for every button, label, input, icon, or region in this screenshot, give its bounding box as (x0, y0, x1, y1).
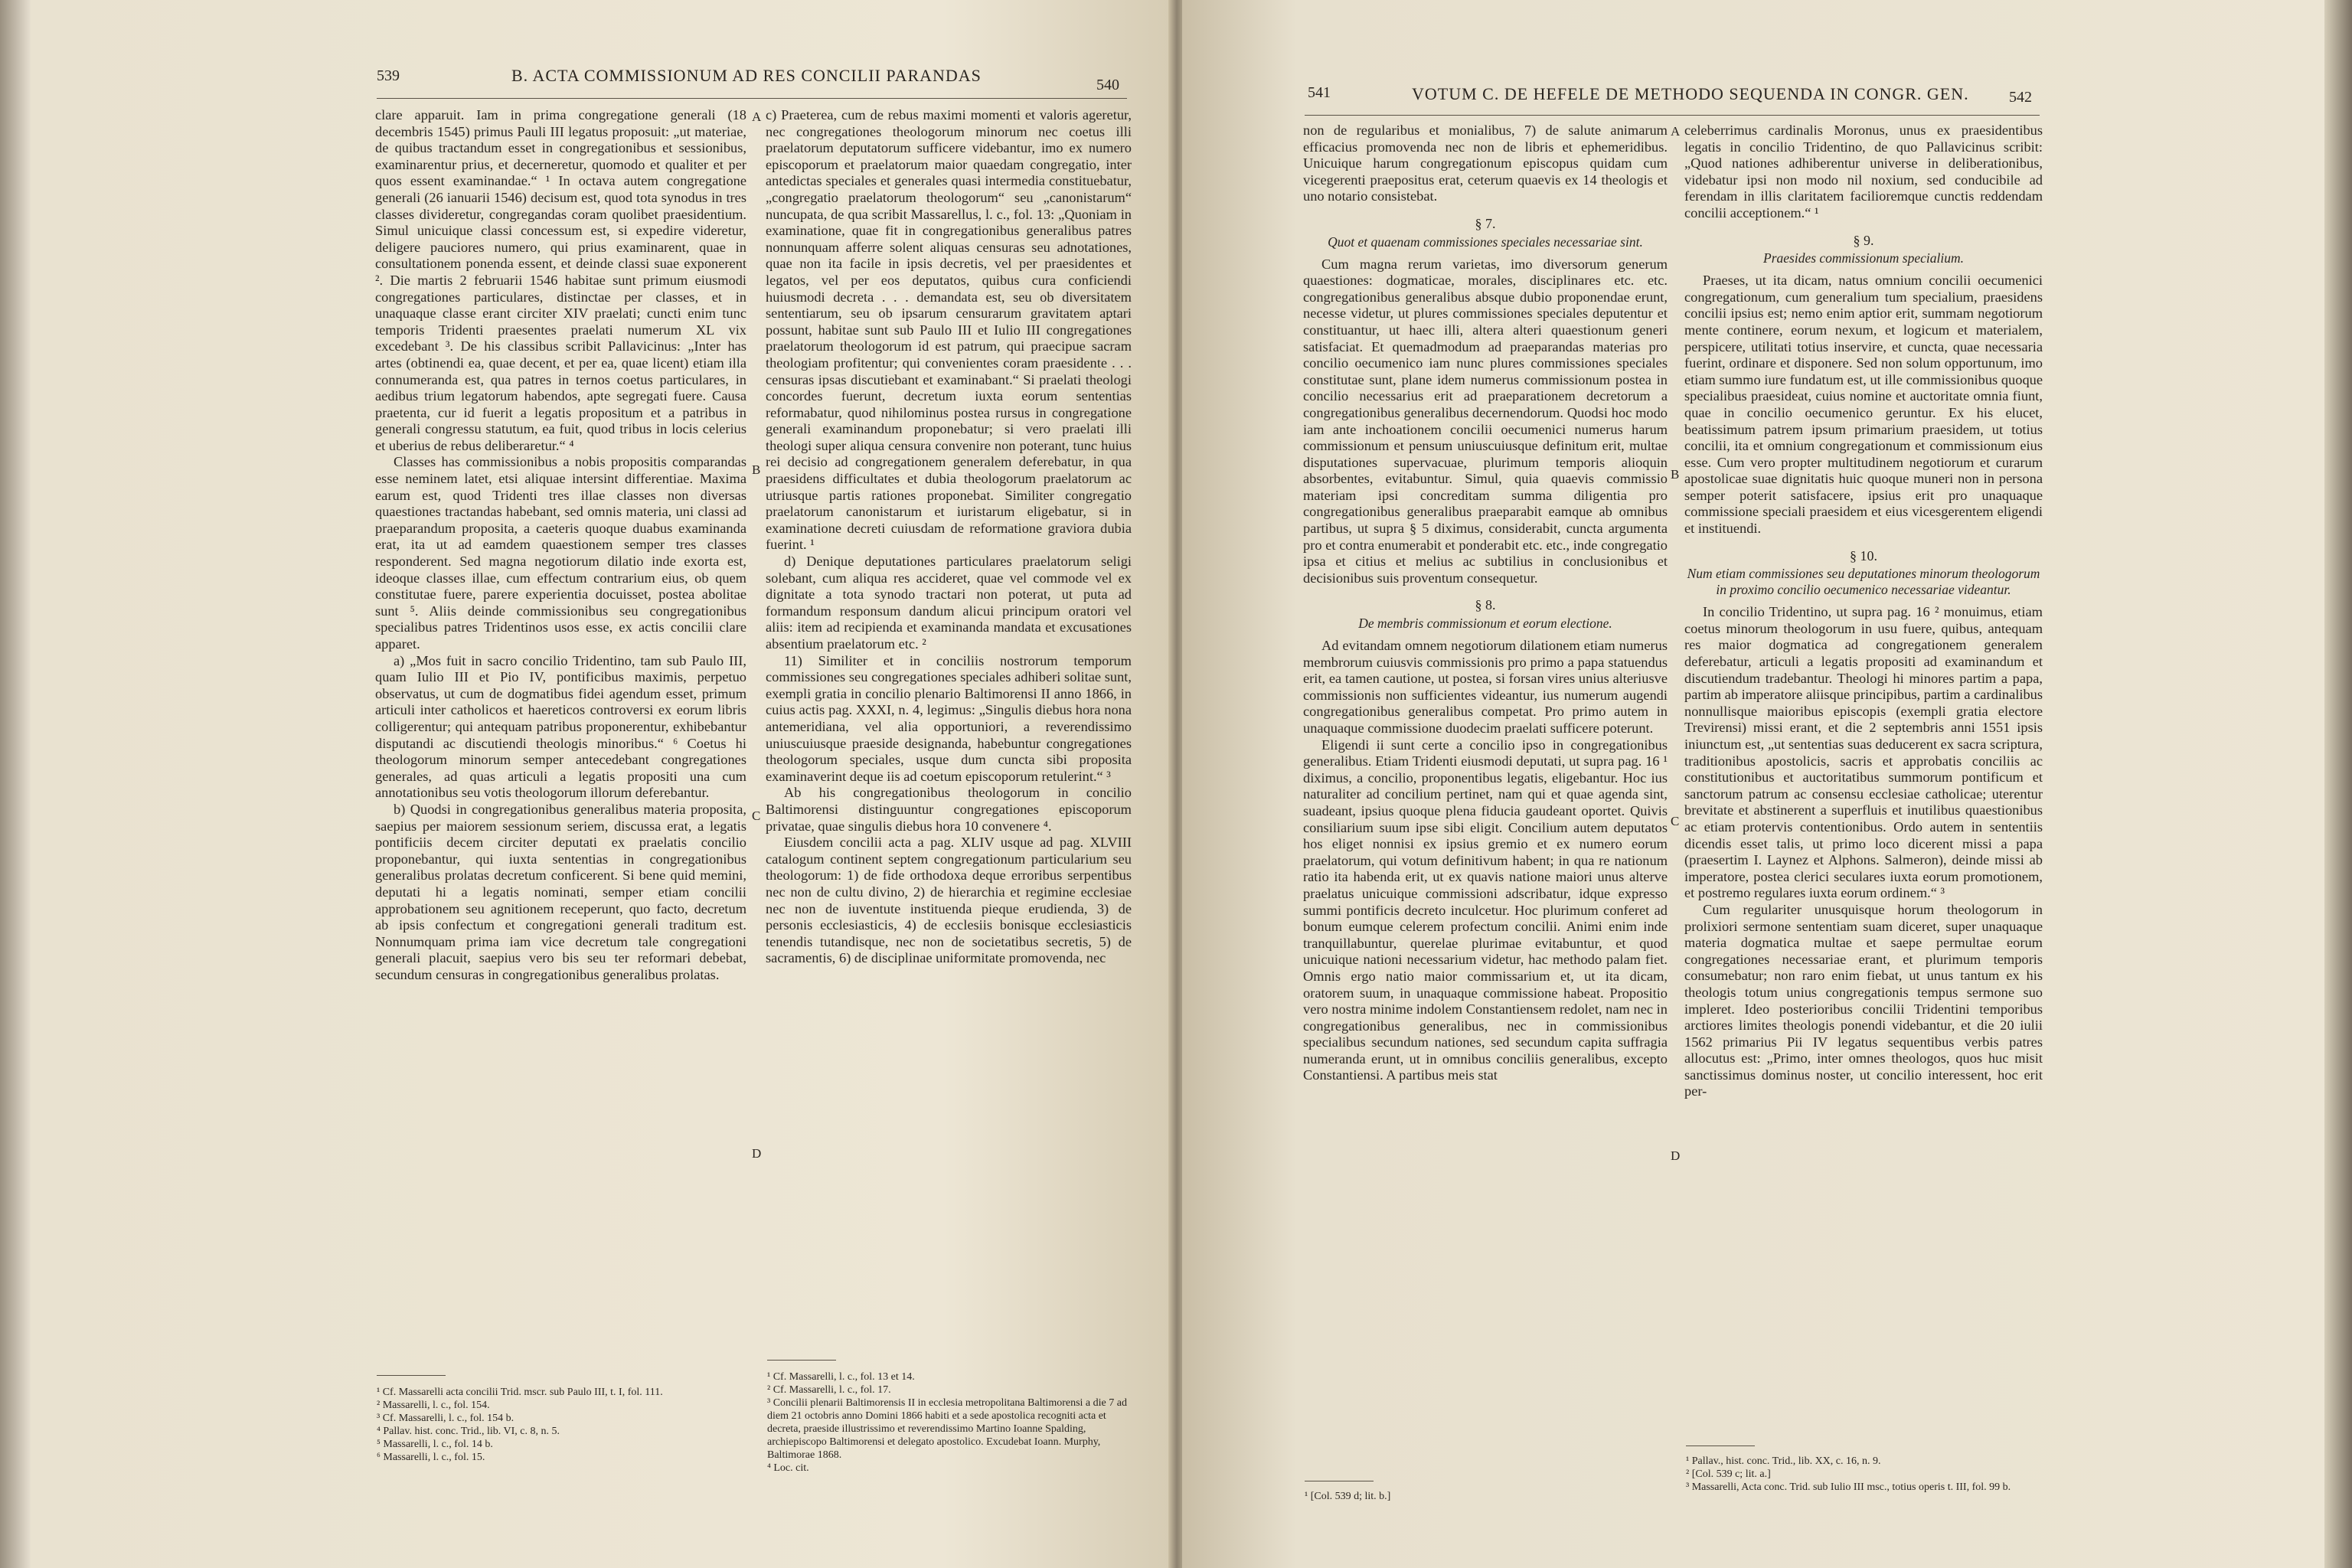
right-page (1182, 0, 2324, 1568)
paragraph: Eligendi ii sunt certe a concilio ipso in congregationibus generalibus. Etiam Tridenti eiusmodi deputati, ut supra pag. 16 ¹ diximus, a concilio, proponentibus legatis, eligebantur. Hoc ius naturaliter ad concilium pertinet, nam qui et quae agenda sint, suadeant, ipsius quoque plena fiducia gaudeant oportet. Quivis consiliarium suum ipse sibi eligit. Concilium autem deputatos hos eliget nonnisi ex ipsius gremio et ex numero eorum praelatorum, qui votum definitivum habent; in qua re nationum ratio ita habenda erit, ut ex quavis natione maiori unus alterve praelatus unicuique commissioni adscribatur, idque expresso summi pontificis decreto inculcetur. Hoc plurimum conferet ad bonum eumque celerem profectum concilii. Animi enim inde tranquillabuntur, querelae plurimae evitabuntur, et quod unicuique nationi necessarium videtur, hac methodo palam fiet. Omnis ergo natio maior commissarium et, ut ita dicam, oratorem suum, in unaquaque commissione habeat. Propositio vero nostra minime indolem Constantiensem redolet, nam nec in congregationibus generalibus, nec in commissionibus specialibus secundum nationes, sed secundum capita suffragia numeranda erunt, ut in omnibus conciliis generalibus, excepto Constantiensi. A partibus meis stat (1303, 737, 1668, 1083)
footnotes-left-col-1 (377, 1386, 744, 1464)
footnote: ⁴ Loc. cit. (767, 1462, 809, 1474)
book-page-edges-right (2324, 0, 2352, 1568)
paragraph: Ad evitandam omnem negotiorum dilationem etiam numerus membrorum cuiusvis commissionis pro primo a papa statuendus erit, ea tamen cautione, ut postea, si forsan vires unius alteriusve commissionis non sufficientes videantur, ius numerum augendi congregationibus generalibus competat. Pro primo autem in unaquaque commissione duodecim praelati sufficere poterunt. (1303, 638, 1668, 736)
footnote: ⁵ Massarelli, l. c., fol. 14 b. (377, 1439, 493, 1450)
section-title: Quot et quaenam commissiones speciales necessariae sint. (1328, 234, 1643, 250)
left-page-column-2 (766, 107, 1132, 967)
footnote: ² Massarelli, l. c., fol. 154. (377, 1400, 490, 1411)
paragraph: Cum regulariter unusquisque horum theologorum in prolixiori sermone sententiam suam diceret, super unaquaque materia dogmatica multae et saepe permultae eorum congregationes necessariae erant, et plurimum temporis consumebatur; non raro enim fiebat, ut unus tantum ex his theologis totum unius congregationis tempus sermone suo impleret. Ideo posterioribus concilii Tridentini temporibus arctiores limites theologis ponendi videbantur, et die 20 iulii 1562 primarius Pii IV legatus sequentibus verbis patres allocutus est: „Primo, inter omnes theologos, quos huc misit sanctissimus dominus noster, ut concilio interessent, hoc erit per- (1684, 901, 2043, 1099)
section-number: § 10. (1850, 547, 1877, 564)
page-number-539: 539 (377, 67, 400, 84)
paragraph: Cum magna rerum varietas, imo diversorum generum quaestiones: dogmaticae, morales, disciplinares etc. etc. congregationibus generalibus absque dubio proponendae erunt, necesse videtur, ut plures commissiones speciales deputentur et constituantur, ut haec illi, altera alteri quaestionum generi satisfaciat. Et quemadmodum ad praeparandas materias pro concilio oecumenico iam nunc plures commissiones speciales constitutae sunt, plane idem numerus commissionum postea in concilio necessarius erit ad praeparationem decretorum a congregationibus generalibus decernendorum. Quodsi hoc modo iam ante inchoationem concilii oecumenici numerus harum commissionum et pensum uniuscuiusque definitum erit, multae disputationes supervacuae, plurimum temporis alioquin absorbentes, evitabuntur. Simul, quia quaevis commissio materiam ipsi concreditam summa diligentia pro congregationibus generalibus praeparabit eamque ab omnibus partibus, ut supra § 5 diximus, considerabit, cuncta argumenta pro et contra enumerabit et ponderabit etc. etc., inde congregatio ipsa et citius et melius ac subtilius in conclusionibus et decisionibus suis proventum consequetur. (1303, 256, 1668, 586)
page-number-542: 542 (2009, 89, 2032, 106)
running-head-right: VOTUM C. DE HEFELE DE METHODO SEQUENDA IN CONGR. GEN. (1412, 84, 1969, 103)
paragraph: b) Quodsi in congregationibus generalibus materia proposita, saepius per maiorem sessionum seriem, discussa erat, a legatis pontificiis decem circiter deputati ex praelatis concilio proponebantur, qui iuxta sententias in congregationibus generalibus prolatas decretum conficerent. Si bene quid memini, deputati hi a legatis nominati, semper etiam concilii approbationem seu agnitionem receperunt, quo facto, decretum ab ipsis confectum et congregationi generali traditum est. Nonnumquam prima iam vice decretum tale congregationi generali placuit, saepius vero bis seu ter reformari debebat, secundum censuras in congregationibus generalibus prolatas. (375, 801, 746, 982)
footnote: ⁶ Massarelli, l. c., fol. 15. (377, 1452, 485, 1463)
section-title: De membris commissionum et eorum electione. (1358, 616, 1612, 632)
margin-letter-d: D (752, 1146, 762, 1161)
section-number: § 8. (1475, 597, 1496, 613)
left-page (31, 0, 1171, 1568)
footnote: ¹ [Col. 539 d; lit. b.] (1305, 1491, 1391, 1502)
header-rule (377, 98, 1127, 99)
right-page-column-1 (1303, 122, 1668, 1084)
paragraph: a) „Mos fuit in sacro concilio Tridentino, tam sub Paulo III, quam Iulio III et Pio IV, pontificibus maximis, perpetuo observatus, ut cum de dogmatibus fidei agendum esset, primum articuli inter catholicos et haereticos controversi ex eorum libris colligerentur; qui antequam patribus proponerentur, exhibebantur disputandi ac discutiendi theologis minoribus.“ ⁶ Coetus hi theologorum minorum semper antecedebant congregationes generales, ad quas articuli a legatis propositi una cum annotationibus seu votis theologorum illorum deferebantur. (375, 652, 746, 801)
book-page-edges-left (0, 0, 31, 1568)
footnote: ⁴ Pallav. hist. conc. Trid., lib. VI, c. 8, n. 5. (377, 1426, 560, 1437)
footnote: ² Cf. Massarelli, l. c., fol. 17. (767, 1384, 891, 1396)
footnote: ³ Concilii plenarii Baltimorensis II in ecclesia metropolitana Baltimorensi a die 7 ad diem 21 octobris anno Domini 1866 habiti et a sede apostolica recogniti acta et decreta, praeside illustrissimo et reverendissimo Martino Ioanne Spalding, archiepiscopo Baltimorensi et delegato apostolico. Excudebat Ioann. Murphy, Baltimorae 1868. (767, 1397, 1127, 1461)
margin-letter-b: B (752, 462, 761, 477)
margin-letter-a: A (1671, 124, 1681, 139)
section-number: § 9. (1853, 232, 1874, 248)
footnote: ³ Massarelli, Acta conc. Trid. sub Iulio III msc., totius operis t. III, fol. 99 b. (1686, 1481, 2011, 1493)
left-page-column-1 (375, 107, 746, 983)
footnote-rule (767, 1360, 836, 1361)
footnotes-right-col-2 (1686, 1455, 2043, 1494)
paragraph: celeberrimus cardinalis Moronus, unus ex praesidentibus legatis in concilio Tridentino, de quo Pallavicinus scribit: „Quod nationes adhiberentur universe in deliberationibus, videbatur ipsi non modo nil noxium, sed conducibile ad ferendam in illis claritatem facilioremque cunctis reddendam concilii acceptionem.“ ¹ (1684, 122, 2043, 220)
section-title: Num etiam commissiones seu deputationes minorum theologorum in proximo concilio oecumenico necessariae videantur. (1687, 566, 2040, 598)
paragraph: non de regularibus et monialibus, 7) de salute animarum efficacius promovenda nec non de libris et ephemeridibus. Unicuique harum congregationum episcopus quidam cum vicegerenti praepositus erat, ceterum quaevis ex 14 theologis et uno notario consistebat. (1303, 122, 1668, 204)
running-head-left: B. ACTA COMMISSIONUM AD RES CONCILII PARANDAS (511, 66, 982, 85)
footnote: ¹ Cf. Massarelli, l. c., fol. 13 et 14. (767, 1371, 915, 1383)
margin-letter-d: D (1671, 1148, 1681, 1163)
paragraph: Ab his congregationibus theologorum in concilio Baltimorensi distinguuntur congregationes episcoporum privatae, quae singulis diebus hora 10 convenere ⁴. (766, 785, 1132, 834)
margin-letter-a: A (752, 109, 762, 124)
page-number-541: 541 (1308, 84, 1331, 101)
paragraph: Praeses, ut ita dicam, natus omnium concilii oecumenici congregationum, cum generalium tum specialium, praesidens concilii ipsius est; nemo enim aptior erit, summam negotiorum mente continere, eorum nexum, et logicum et materialem, perspicere, utilitati totius inservire, et cuncta, quae necessaria fuerint, ordinare et disponere. Sed non solum opportunum, imo etiam summo iure fundatum est, ut ille commissionibus quoque specialibus praesideat, cuius nomine et auctoritate omnia fiunt, quae in concilio oecumenico geruntur. Ex his elucet, beatissimum patrem ipsum primarium praesidem, ut totius concilii, ita et omnium congregationum et commissionum eius esse. Cum vero propter multitudinem negotiorum et curarum apostolicae suae dignitatis huic quoque muneri non in persona semper poterit satisfacere, ipsius erit pro unaquaque commissione speciali praesidem et eius vicesgerentem eligendi et instituendi. (1684, 273, 2043, 537)
paragraph: clare apparuit. Iam in prima congregatione generali (18 decembris 1545) primus Pauli III legatus proposuit: „ut materiae, de quibus tractandum esset in congregationibus et sessionibus, examinarentur prius, et decerneretur, quomodo et qualiter et per quos essent examinandae.“ ¹ In octava autem congregatione generali (26 ianuarii 1546) decisum est, quod tota synodus in tres classes divideretur, congregandas coram quolibet praesidentium. Simul unicuique classi concessum est, si expedire videretur, deligere pauciores numero, qui prius examinarent, quae in consultationem ponenda essent, et deinde classi suae exponerent ². Die martis 2 februarii 1546 habitae sunt primum eiusmodi congregationes particulares, distinctae per classes, et in unaquaque classe erant circiter XIV praelati; cuncti enim tunc temporis Tridenti praesentes praelati numerum XL vix excedebant ³. De his classibus scribit Pallavicinus: „Inter has artes (obtinendi ea, quae decent, et per ea, quae licent) etiam illa connumeranda est, qua patres in ternos coetus particulares, in aedibus trium legatorum habendos, apte segregati fuere. Causa praetenta, cur id fuerit a legatis propositum et a patribus in generali congressu statutum, ea fuit, quod tribus in locis celerius et uberius de rebus deliberaretur.“ ⁴ (375, 107, 746, 453)
paragraph: d) Denique deputationes particulares praelatorum seligi solebant, cum aliqua res accideret, quae vel commode vel ex dignitate a tota synodo tractari non poterat, ut puta ad formandum responsum dandum alicui principum oratori vel aliis: item ad recipienda et examinanda mandata et excusationes absentium praelatorum etc. ² (766, 554, 1132, 652)
footnotes-left-col-2 (767, 1370, 1130, 1475)
footnote-rule (377, 1375, 446, 1376)
paragraph: 11) Similiter et in conciliis nostrorum temporum commissiones seu congregationes speciales adhiberi solitae sunt, exempli gratia in concilio plenario Baltimorensi II anno 1866, in cuius actis pag. XXXI, n. 4, legimus: „Singulis diebus hora nona antemeridiana, vel alia opportuniori, a reverendissimo uniuscuiusque praeside designanda, habebuntur congregationes theologorum speciales, usque dum cuncta sibi proposita examinaverint deque iis ad coetum episcoporum retulerint.“ ³ (766, 652, 1132, 784)
right-page-column-2 (1684, 122, 2043, 1100)
paragraph: Classes has commissionibus a nobis propositis comparandas esse neminem latet, etsi aliquae intersint differentiae. Maxima earum est, quod Tridenti tres illae classes non diversas quaestiones tractandas habebant, sed omnis materia, uni classi ad praeparandum proposita, a caeteris quoque duabus examinanda erat, ita ut ad eamdem quaestionem semper tres classes responderent. Sed magna negotiorum dilatio inde exorta est, ideoque classes illae, cum effectum contrarium eius, ob quem constitutae fuere, parere experientia docuisset, postea abolitae sunt ⁵. Aliis deinde commissionibus seu congregationibus specialibus patres Tridentinos usos esse, ex actis concilii clare apparet. (375, 454, 746, 652)
margin-letter-c: C (752, 808, 761, 823)
section-title: Praesides commissionum specialium. (1763, 250, 1964, 266)
footnotes-right-col-1 (1305, 1490, 1664, 1503)
footnote: ² [Col. 539 c; lit. a.] (1686, 1468, 1771, 1480)
paragraph: c) Praeterea, cum de rebus maximi momenti et valoris ageretur, nec congregationes theologorum minorum nec coetus illi praelatorum deputatorum sufficere videbantur, imo ex numero episcoporum et praelatorum maior quaedam congregatio, inter antedictas speciales et generales quasi intermedia constituebatur, „congregatio praelatorum theologorum“ seu „canonistarum“ nuncupata, de qua scribit Massarellus, l. c., fol. 13: „Quoniam in examinatione, quae fit in congregationibus generalibus patres nonnunquam afferre solent aliquas censuras seu adnotationes, quae non ita facile in ipsis decretis, vel per praesidentes et legatos, vel per eos deputatos, quibus cura conficiendi huiusmodi decreta . . . demandata est, seu ob diversitatem sententiarum, seu ob ipsarum censurarum gravitatem aptari possunt, habitae sunt sub Paulo III et Iulio III congregationes praelatorum theologorum id est patrum, qui praecipue sacram theologiam profitentur; qui convenientes coram praesidente . . . censuras ipsas discutiebant et examinabant.“ Si praelati theologi concordes fuerunt, decretum iuxta eorum sententias reformabatur, quod nihilominus postea rursus in congregatione generali examinandum proponebatur; si vero praelati illi theologi super aliqua censura convenire non poterant, tunc huius rei decisio ad congregationem generalem deferebatur, in qua praesidens difficultates et dubia theologorum praelatorum ac utriusque partis rationes proponebat. Similiter congregatio praelatorum canonistarum et iuristarum eligebatur, si in examinatione decreti cuiusdam de reformatione graviora dubia fuerint. ¹ (766, 107, 1132, 553)
footnote: ¹ Cf. Massarelli acta concilii Trid. mscr. sub Paulo III, t. I, fol. 111. (377, 1387, 663, 1398)
page-number-540: 540 (1096, 77, 1119, 93)
paragraph: Eiusdem concilii acta a pag. XLIV usque ad pag. XLVIII catalogum continent septem congregationum particularium seu theologorum: 1) de fide orthodoxa deque erroribus serpentibus nec non de cultu divino, 2) de hierarchia et regimine ecclesiae nec non de iuventute instituenda pieque erudienda, 3) de personis ecclesiasticis, 4) de ecclesiis bonisque ecclesiasticis tenendis tutandisque, nec non de societatibus secretis, 5) de sacramentis, 6) de disciplinae uniformitate promovenda, nec (766, 835, 1132, 966)
margin-letter-c: C (1671, 814, 1680, 828)
paragraph: In concilio Tridentino, ut supra pag. 16 ² monuimus, etiam coetus minorum theologorum in usu fuere, quibus, antequam res maior dogmatica ad congregationem generalem deferebatur, articuli a legatis propositi ad examinandum et discutiendum tradebantur. Theologi hi minores partim a papa, partim ab imperatore aliisque principibus, partim a cardinalibus nonnullisque maioribus episcopis (exempli gratia electore Trevirensi) missi erant, et die 2 septembris anni 1551 ipsis iniunctum est, „ut sententias suas deducerent ex sacra scriptura, traditionibus apostolicis, sacris et approbatis conciliis ac constitutionibus et auctoritatibus summorum pontificum et sanctorum patrum ac consensu ecclesiae catholicae; uterentur brevitate et abstinerent a superfluis et inutilibus quaestionibus ac etiam protervis contentionibus. Ordo autem in sententiis dicendis esset talis, ut primo loco dicerent missi a papa (praesertim I. Laynez et Alphons. Salmeron), deinde missi ab imperatore, postea clerici seculares iuxta eorum promotionem, et postremo regulares iuxta eorum ordinem.“ ³ (1684, 604, 2043, 901)
footnote: ³ Cf. Massarelli, l. c., fol. 154 b. (377, 1413, 514, 1424)
footnote: ¹ Pallav., hist. conc. Trid., lib. XX, c. 16, n. 9. (1686, 1455, 1881, 1467)
header-rule (1305, 115, 2040, 116)
section-number: § 7. (1475, 215, 1496, 231)
margin-letter-b: B (1671, 467, 1680, 482)
